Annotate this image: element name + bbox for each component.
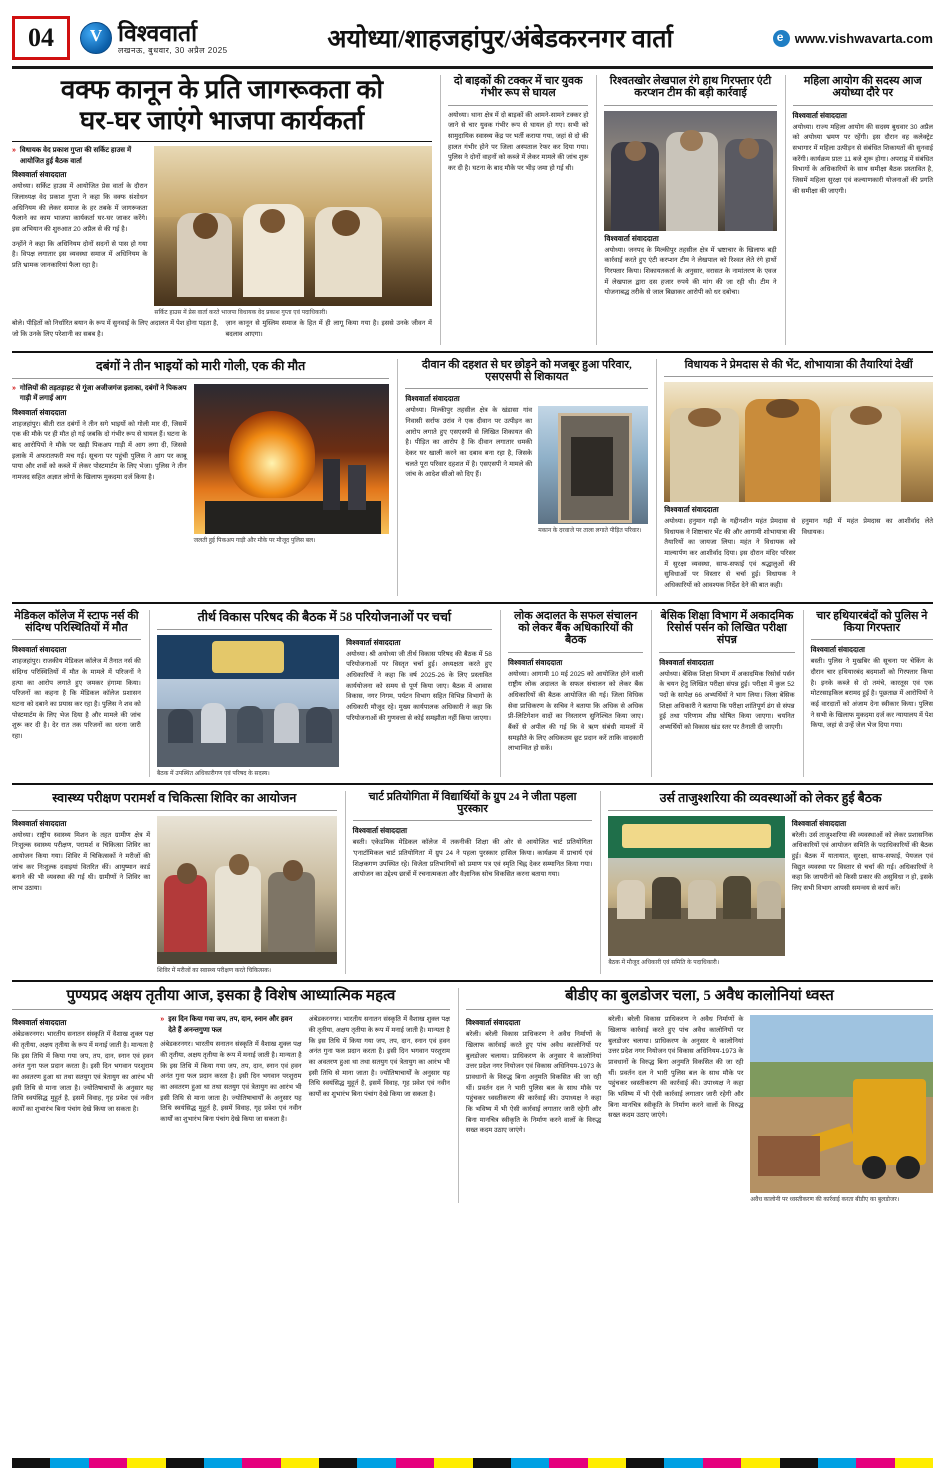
kicker-arrow-icon: » xyxy=(160,1016,165,1024)
vidhayak-byline: विश्ववार्ता संवाददाता xyxy=(664,504,719,514)
lead-photo-caption: सर्किट हाउस में प्रेस वार्ता करते भाजपा विधायक वेद प्रकाश गुप्ता एवं पदाधिकारी। xyxy=(154,310,328,317)
swasthya-body: अयोध्या। राष्ट्रीय स्वास्थ्य मिशन के तहत ग्रामीण क्षेत्र में निःशुल्क स्वास्थ्य परीक्षण, परामर्श व चिकित्सा शिविर का आयोजन किया गया। शिविर में चिकित्सकों ने मरीजों की जांच कर निःशुल्क दवाइयां वितरित कीं। आयुष्मान कार्ड बनाने की भी व्यवस्था की गई थी। ग्रामीणों ने शिविर का लाभ उठाया। xyxy=(12,831,151,892)
dabang-headline: दबंगों ने तीन भाइयों को मारी गोली, एक की मौत xyxy=(96,358,306,373)
website-url: www.vishwavarta.com xyxy=(794,30,933,46)
lok-adalat-body: अयोध्या। आगामी 10 मई 2025 को आयोजित होने वाली राष्ट्रीय लोक अदालत के सफल संचालन को लेकर बैंक अधिकारियों की बैठक आयोजित की गई। जिला विधिक सेवा प्राधिकरण के सचिव ने बताया कि अधिक से अधिक प्री-लिटिगेशन वादों का निस्तारण सुनिश्चित किया जाए। बैंकों से अपील की गई कि वे ऋण संबंधी मामलों में समझौते के लिए अधिकतम छूट प्रदान करें ताकि वादकारी लाभान्वित हो सकें। xyxy=(507,670,644,753)
bulldozer-body-2: बरेली। बरेली विकास प्राधिकरण ने अवैध निर्माणों के खिलाफ कार्रवाई करते हुए पांच अवैध कालोनियों पर बुलडोजर चलाया। प्राधिकरण के अनुसार ये कालोनियां उत्तर प्रदेश नगर नियोजन एवं विकास अधिनियम-1973 के प्रावधानों के विरुद्ध बिना अनुमति विकसित की जा रही थीं। प्रवर्तन दल ने भारी पुलिस बल के साथ मौके पर पहुंचकर ध्वस्तीकरण की कार्रवाई की। उपाध्यक्ष ने कहा कि भविष्य में भी ऐसी कार्रवाई लगातार जारी रहेगी और बिना मानचित्र स्वीकृति के निर्माण करने वालों के विरुद्ध सख्त कदम उठाए जाएंगे। xyxy=(608,1016,744,1120)
urs-body: बरेली। उर्स ताजुश्शरिया की व्यवस्थाओं को लेकर प्रशासनिक अधिकारियों एवं आयोजन समिति के पदाधिकारियों की बैठक हुई। बैठक में यातायात, सुरक्षा, साफ-सफाई, पेयजल एवं विद्युत व्यवस्था पर विस्तार से चर्चा की गई। अधिकारियों ने कहा कि जायरीनों को किसी प्रकार की असुविधा न हो, इसके लिए सभी विभाग आपसी समन्वय से कार्य करें। xyxy=(791,831,933,892)
char-hathiyar-headline: चार हथियारबंदों को पुलिस ने किया गिरफ्तार xyxy=(816,609,928,634)
lead-body-1: अयोध्या। सर्किट हाउस में आयोजित प्रेस वार्ता के दौरान जिलाध्यक्ष वेद प्रकाश गुप्ता ने कहा कि वक्फ संशोधन अधिनियम की लेकर समाज के हर तबके में जागरूकता फैलाने का काम भाजपा कार्यकर्ता घर-घर जाकर करेंगे। इस अभियान की शुरुआत 20 अप्रैल से की गई है। उन्होंने ने कहा कि अधिनियम दोनों सदनों से पास हो गया है। विपक्ष लगातार इस व्यवस्था समाज में अधिनियम के प्रति भ्रामक जानकारियां फैला रहा है। xyxy=(12,183,148,269)
vidhayak-photo xyxy=(664,382,933,502)
vidhayak-body: अयोध्या। हनुमान गढ़ी के गद्दीनशीन महंत प्रेमदास से विधायक ने शिष्टाचार भेंट की और आगामी शोभायात्रा की तैयारियों का जायजा लिया। महंत ने विधायक को माल्यार्पण कर आशीर्वाद दिया। इस दौरान मंदिर परिसर में सुरक्षा व्यवस्था, साफ-सफाई एवं श्रद्धालुओं की सुविधाओं पर विस्तार से चर्चा हुई। विधायक ने अधिकारियों को आवश्यक निर्देश देने की बात कही। xyxy=(664,517,796,589)
lekhpal-headline: रिश्वतखोर लेखपाल रंगे हाथ गिरफ्तार एंटी करप्शन टीम की बड़ी कार्रवाई xyxy=(609,75,772,100)
diwan-photo xyxy=(538,406,648,524)
two-bikes-body: अयोध्या। थाना क्षेत्र में दो बाइकों की आमने-सामने टक्कर हो जाने से चार युवक गंभीर रूप से घायल हो गए। सभी को सामुदायिक स्वास्थ्य केंद्र पर भर्ती कराया गया, जहां से दो की हालत गंभीर होने पर जिला अस्पताल रेफर कर दिया गया। पुलिस ने दोनों वाहनों को कब्जे में लेकर मामले की जांच शुरू कर दी है। घटना के बाद मौके पर भीड़ जमा हो गई थी। xyxy=(447,111,589,172)
basic-shiksha-byline: विश्ववार्ता संवाददाता xyxy=(659,657,714,667)
akshay-body-3: अंबेडकरनगर। भारतीय सनातन संस्कृति में वैशाख शुक्ल पक्ष की तृतीया, अक्षय तृतीया के रूप में मनाई जाती है। मान्यता है कि इस तिथि में किया गया जप, तप, दान, स्नान एवं हवन अनंत गुना फल प्रदान करता है। इसी दिन भगवान परशुराम का अवतरण हुआ था तथा सतयुग एवं त्रेतायुग का आरंभ भी इसी तिथि से माना जाता है। ज्योतिषाचार्यों के अनुसार यह तिथि स्वयंसिद्ध मुहूर्त है, इसमें विवाह, गृह प्रवेश एवं नवीन कार्यों का शुभारंभ बिना पंचांग देखे किया जा सकता है। xyxy=(308,1016,450,1099)
akshay-kicker: » इस दिन किया गया जप, तप, दान, स्नान और हवन देते हैं अनन्तगुणा फल xyxy=(160,1015,301,1036)
lekhpal-body: अयोध्या। जनपद के मिल्कीपुर तहसील क्षेत्र में भ्रष्टाचार के खिलाफ बड़ी कार्रवाई करते हुए एंटी करप्शन टीम ने लेखपाल को रिश्वत लेते रंगे हाथों गिरफ्तार किया। शिकायतकर्ता के अनुसार, वरासत के नामांतरण के एवज में लेखपाल द्वारा दस हजार रुपये की मांग की जा रही थी। टीम ने योजनाबद्ध तरीके से जाल बिछाकर आरोपी को धर दबोचा। xyxy=(604,246,777,297)
swasthya-photo-caption: शिविर में मरीजों का स्वास्थ्य परीक्षण करते चिकित्सक। xyxy=(157,967,272,974)
bulldozer-photo xyxy=(750,1015,933,1193)
lok-adalat-byline: विश्ववार्ता संवाददाता xyxy=(507,657,563,667)
dabang-kicker: » गोलियों की तड़तड़ाहट से गूंजा अजीजगंज इलाका, दबंगों ने पिकअप गाड़ी में लगाई आग xyxy=(12,384,187,405)
masthead xyxy=(12,0,933,69)
lead-headline-line1: वक्फ कानून के प्रति जागरूकता को xyxy=(60,75,384,104)
diwan-photo-caption: मकान के दरवाजे पर ताला लगाते पीड़ित परिवार। xyxy=(538,528,642,535)
dabang-photo-caption: जलती हुई पिकअप गाड़ी और मौके पर मौजूद पुलिस बल। xyxy=(193,537,316,544)
lekhpal-byline: विश्ववार्ता संवाददाता xyxy=(604,233,659,243)
swasthya-photo xyxy=(157,816,337,964)
char-hathiyar-body: बस्ती। पुलिस ने मुखबिर की सूचना पर चेकिंग के दौरान चार हथियारबंद बदमाशों को गिरफ्तार किया है। इनके कब्जे से दो तमंचे, कारतूस एवं एक मोटरसाइकिल बरामद हुई है। पूछताछ में आरोपियों ने कई वारदातों को अंजाम देना स्वीकार किया। पुलिस ने सभी के खिलाफ मुकदमा दर्ज कर न्यायालय में पेश किया, जहां से उन्हें जेल भेज दिया गया। xyxy=(810,658,933,730)
medical-body: शाहजहांपुर। राजकीय मेडिकल कॉलेज में तैनात नर्स की संदिग्ध परिस्थितियों में मौत के मामले में परिजनों ने हत्या का आरोप लगाते हुए जमकर हंगामा किया। परिजनों का कहना है कि मेडिकल कॉलेज प्रशासन घटना को दबाने का प्रयास कर रहा है। पुलिस ने शव को पोस्टमार्टम के लिए भेज दिया है और मामले की जांच शुरू कर दी है। देर रात तक परिजनों का धरना जारी रहा। xyxy=(12,658,141,740)
bulldozer-byline: विश्ववार्ता संवाददाता xyxy=(465,1018,521,1028)
lead-body-2: बोले। पीड़ितों को निर्धारित बयान के रूप में सुनवाई के लिए अदालत में पेश होना पड़ता है, जो कि उनके लिए परेशानी का सबब है। xyxy=(12,320,219,338)
lead-byline: विश्ववार्ता संवाददाता xyxy=(12,170,67,180)
urs-photo xyxy=(608,816,784,956)
dabang-photo xyxy=(194,384,390,534)
tirth-photo xyxy=(157,635,339,767)
medical-byline: विश्ववार्ता संवाददाता xyxy=(12,645,67,655)
edition-title: अयोध्या/शाहजहांपुर/अंबेडकरनगर वार्ता xyxy=(327,26,673,53)
lead-photo xyxy=(154,146,432,306)
mahila-ayog-headline: महिला आयोग की सदस्य आज अयोध्या दौरे पर xyxy=(803,75,922,100)
swasthya-byline: विश्ववार्ता संवाददाता xyxy=(12,818,67,828)
bulldozer-body: बरेली। बरेली विकास प्राधिकरण ने अवैध निर्माणों के खिलाफ कार्रवाई करते हुए पांच अवैध कालोनियों पर बुलडोजर चलाया। प्राधिकरण के अनुसार ये कालोनियां उत्तर प्रदेश नगर नियोजन एवं विकास अधिनियम-1973 के प्रावधानों के विरुद्ध बिना अनुमति विकसित की जा रही थीं। प्रवर्तन दल ने भारी पुलिस बल के साथ मौके पर पहुंचकर ध्वस्तीकरण की कार्रवाई की। उपाध्यक्ष ने कहा कि भविष्य में भी ऐसी कार्रवाई लगातार जारी रहेगी और बिना मानचित्र स्वीकृति के निर्माण करने वालों के विरुद्ध सख्त कदम उठाए जाएंगे। xyxy=(465,1031,602,1135)
akshay-body-2: अंबेडकरनगर। भारतीय सनातन संस्कृति में वैशाख शुक्ल पक्ष की तृतीया, अक्षय तृतीया के रूप में मनाई जाती है। मान्यता है कि इस तिथि में किया गया जप, तप, दान, स्नान एवं हवन अनंत गुना फल प्रदान करता है। इसी दिन भगवान परशुराम का अवतरण हुआ था तथा सतयुग एवं त्रेतायुग का आरंभ भी इसी तिथि से माना जाता है। ज्योतिषाचार्यों के अनुसार यह तिथि स्वयंसिद्ध मुहूर्त है, इसमें विवाह, गृह प्रवेश एवं नवीन कार्यों का शुभारंभ बिना पंचांग देखे किया जा सकता है। xyxy=(160,1041,302,1124)
publication-logo xyxy=(80,22,228,55)
vidhayak-headline: विधायक ने प्रेमदास से की भेंट, शोभायात्रा की तैयारियां देखीं xyxy=(684,358,913,371)
chart-headline: चार्ट प्रतियोगिता में विद्यार्थियों के ग्रुप 24 ने जीता पहला पुरस्कार xyxy=(368,790,577,815)
diwan-headline: दीवान की दहशत से घर छोड़ने को मजबूर हुआ परिवार, एसएसपी से शिकायत xyxy=(421,358,632,383)
urs-headline: उर्स ताजुश्शरिया की व्यवस्थाओं को लेकर हुई बैठक xyxy=(659,790,882,805)
lekhpal-photo xyxy=(604,111,776,231)
char-hathiyar-byline: विश्ववार्ता संवाददाता xyxy=(810,645,865,655)
dabang-byline: विश्ववार्ता संवाददाता xyxy=(12,407,67,417)
page-number: 04 xyxy=(12,16,70,60)
tirth-photo-caption: बैठक में उपस्थित अधिकारीगण एवं परिषद के सदस्य। xyxy=(156,770,270,777)
publication-name: विश्ववार्ता xyxy=(118,20,198,46)
publication-dateline: लखनऊ, बुधवार, 30 अप्रैल 2025 xyxy=(118,45,228,55)
bulldozer-headline: बीडीए का बुलडोजर चला, 5 अवैध कालोनियां ध्वस्त xyxy=(565,987,834,1004)
lok-adalat-headline: लोक अदालत के सफल संचालन को लेकर बैंक अधिकारियों की बैठक xyxy=(513,609,638,647)
chart-body: बस्ती। एकेडमिक मेडिकल कॉलेज में तकनीकी शिक्षा की ओर से आयोजित चार्ट प्रतियोगिता 'एनाटॉमिकल चार्ट प्रतियोगिता' में ग्रुप 24 ने पहला पुरस्कार हासिल किया। कार्यक्रम में प्राचार्य एवं शिक्षकगण उपस्थित रहे। विजेता प्रतिभागियों को प्रमाण पत्र एवं स्मृति चिह्न देकर सम्मानित किया गया। आयोजन का उद्देश्य छात्रों में रचनात्मकता और वैज्ञानिक सोच विकसित करना बताया गया। xyxy=(352,839,593,879)
tirth-byline: विश्ववार्ता संवाददाता xyxy=(346,637,401,647)
kicker-arrow-icon: » xyxy=(12,147,16,155)
globe-icon xyxy=(80,22,112,54)
tirth-headline: तीर्थ विकास परिषद की बैठक में 58 परियोजनाओं पर चर्चा xyxy=(197,609,452,624)
diwan-body: अयोध्या। मिल्कीपुर तहसील क्षेत्र के खंडासा गांव निवासी सर्राफ उरांव ने एक दीवान पर उत्पीड़न का आरोप लगाते हुए एसएसपी से लिखित शिकायत की है। पीड़ित का आरोप है कि दीवान लगातार धमकी देकर घर खाली करने का दबाव बना रहा है, जिसके चलते पूरा परिवार दहशत में है। एसएसपी ने मामले की जांच के आदेश सीओ को दिए हैं। xyxy=(405,407,533,479)
web-icon xyxy=(773,30,790,47)
kicker-arrow-icon: » xyxy=(12,384,16,392)
dabang-body: शाहजहांपुर। बीती रात दबंगों ने तीन सगे भाइयों को गोली मार दी, जिसमें एक की मौके पर ही मौत हो गई जबकि दो गंभीर रूप से घायल हैं। घटना के बाद आरोपियों ने मौके पर खड़ी पिकअप गाड़ी में आग लगा दी, जिससे इलाके में अफरातफरी मच गई। सूचना पर पहुंची पुलिस ने आग पर काबू पाया और शवों को कब्जे में लेकर पोस्टमार्टम के लिए भेजा। पुलिस ने तीन नामजद सहित अज्ञात लोगों के खिलाफ मुकदमा दर्ज किया है। xyxy=(12,420,187,481)
color-registration-strip xyxy=(12,1458,933,1468)
mahila-ayog-body: अयोध्या। राज्य महिला आयोग की सदस्य बुधवार 30 अप्रैल को अयोध्या भ्रमण पर रहेंगी। इस दौरान वह कलेक्ट्रेट सभागार में महिला उत्पीड़न से संबंधित शिकायतों की सुनवाई करेंगी। कार्यक्रम प्रातः 11 बजे शुरू होगा। अपराह्न में संबंधित विभागों के अधिकारियों के साथ समीक्षा बैठक प्रस्तावित है, जिसमें महिला सुरक्षा एवं कल्याणकारी योजनाओं की प्रगति की समीक्षा की जाएगी। xyxy=(792,123,933,195)
urs-photo-caption: बैठक में मौजूद अधिकारी एवं समिति के पदाधिकारी। xyxy=(608,959,720,966)
vidhayak-photo-caption: हनुमान गढ़ी में महंत प्रेमदास का आशीर्वाद लेते विधायक। xyxy=(801,517,933,536)
website-link[interactable] xyxy=(773,30,933,47)
chart-byline: विश्ववार्ता संवाददाता xyxy=(352,826,408,836)
urs-byline: विश्ववार्ता संवाददाता xyxy=(791,818,847,828)
akshay-headline: पुण्यप्रद अक्षय तृतीया आज, इसका है विशेष आध्यात्मिक महत्व xyxy=(66,987,396,1004)
lead-headline-line2: घर-घर जाएंगे भाजपा कार्यकर्ता xyxy=(79,106,365,136)
mahila-ayog-byline: विश्ववार्ता संवाददाता xyxy=(792,110,847,120)
lead-body-3: ज़ान कानून से मुस्लिम समाज के हित में ही लागू किया गया है। इससे उनके जीवन में बदलाव आएगा। xyxy=(225,320,432,338)
bulldozer-photo-caption: अवैध कालोनी पर ध्वस्तीकरण की कार्रवाई करता बीडीए का बुलडोजर। xyxy=(750,1197,900,1204)
akshay-byline: विश्ववार्ता संवाददाता xyxy=(12,1018,67,1028)
swasthya-headline: स्वास्थ्य परीक्षण परामर्श व चिकित्सा शिविर का आयोजन xyxy=(52,790,297,805)
tirth-body: अयोध्या। श्री अयोध्या जी तीर्थ विकास परिषद की बैठक में 58 परियोजनाओं पर विस्तृत चर्चा हुई। अध्यक्षता करते हुए अधिकारियों ने कहा कि वर्ष 2025-26 के लिए प्रस्तावित कार्ययोजना को समय से पूर्ण किया जाए। बैठक में आवास विकास, नगर निगम, पर्यटन विभाग सहित विभिन्न विभागों के अधिकारी मौजूद रहे। मुख्य कार्यपालक अधिकारी ने कहा कि परियोजनाओं की गुणवत्ता से कोई समझौता नहीं किया जाएगा। xyxy=(346,650,492,722)
lead-kicker: » विधायक वेद प्रकाश गुप्ता की सर्किट हाउस में आयोजित हुई बैठक वार्ता xyxy=(12,146,147,167)
diwan-byline: विश्ववार्ता संवाददाता xyxy=(405,394,460,404)
medical-headline: मेडिकल कॉलेज में स्टाफ नर्स की संदिग्ध परिस्थितियों में मौत xyxy=(14,609,139,634)
basic-shiksha-headline: बेसिक शिक्षा विभाग में अकादमिक रिसोर्स पर्सन को लिखित परीक्षा संपन्न xyxy=(660,609,794,647)
akshay-body: अंबेडकरनगर। भारतीय सनातन संस्कृति में वैशाख शुक्ल पक्ष की तृतीया, अक्षय तृतीया के रूप में मनाई जाती है। मान्यता है कि इस तिथि में किया गया जप, तप, दान, स्नान एवं हवन अनंत गुना फल प्रदान करता है। इसी दिन भगवान परशुराम का अवतरण हुआ था तथा सतयुग एवं त्रेतायुग का आरंभ भी इसी तिथि से माना जाता है। ज्योतिषाचार्यों के अनुसार यह तिथि स्वयंसिद्ध मुहूर्त है, इसमें विवाह, गृह प्रवेश एवं नवीन कार्यों का शुभारंभ बिना पंचांग देखे किया जा सकता है। xyxy=(12,1031,154,1114)
two-bikes-headline: दो बाइकों की टक्कर में चार युवक गंभीर रूप से घायल xyxy=(453,75,583,100)
basic-shiksha-body: अयोध्या। बेसिक शिक्षा विभाग में अकादमिक रिसोर्स पर्सन के चयन हेतु लिखित परीक्षा संपन्न हुई। परीक्षा में कुल 52 पदों के सापेक्ष 66 अभ्यर्थियों ने भाग लिया। जिला बेसिक शिक्षा अधिकारी ने बताया कि परीक्षा शांतिपूर्ण ढंग से संपन्न हुई तथा परिणाम शीघ्र घोषित किया जाएगा। चयनित अभ्यर्थियों को विकास खंड स्तर पर तैनाती दी जाएगी। xyxy=(659,670,795,731)
